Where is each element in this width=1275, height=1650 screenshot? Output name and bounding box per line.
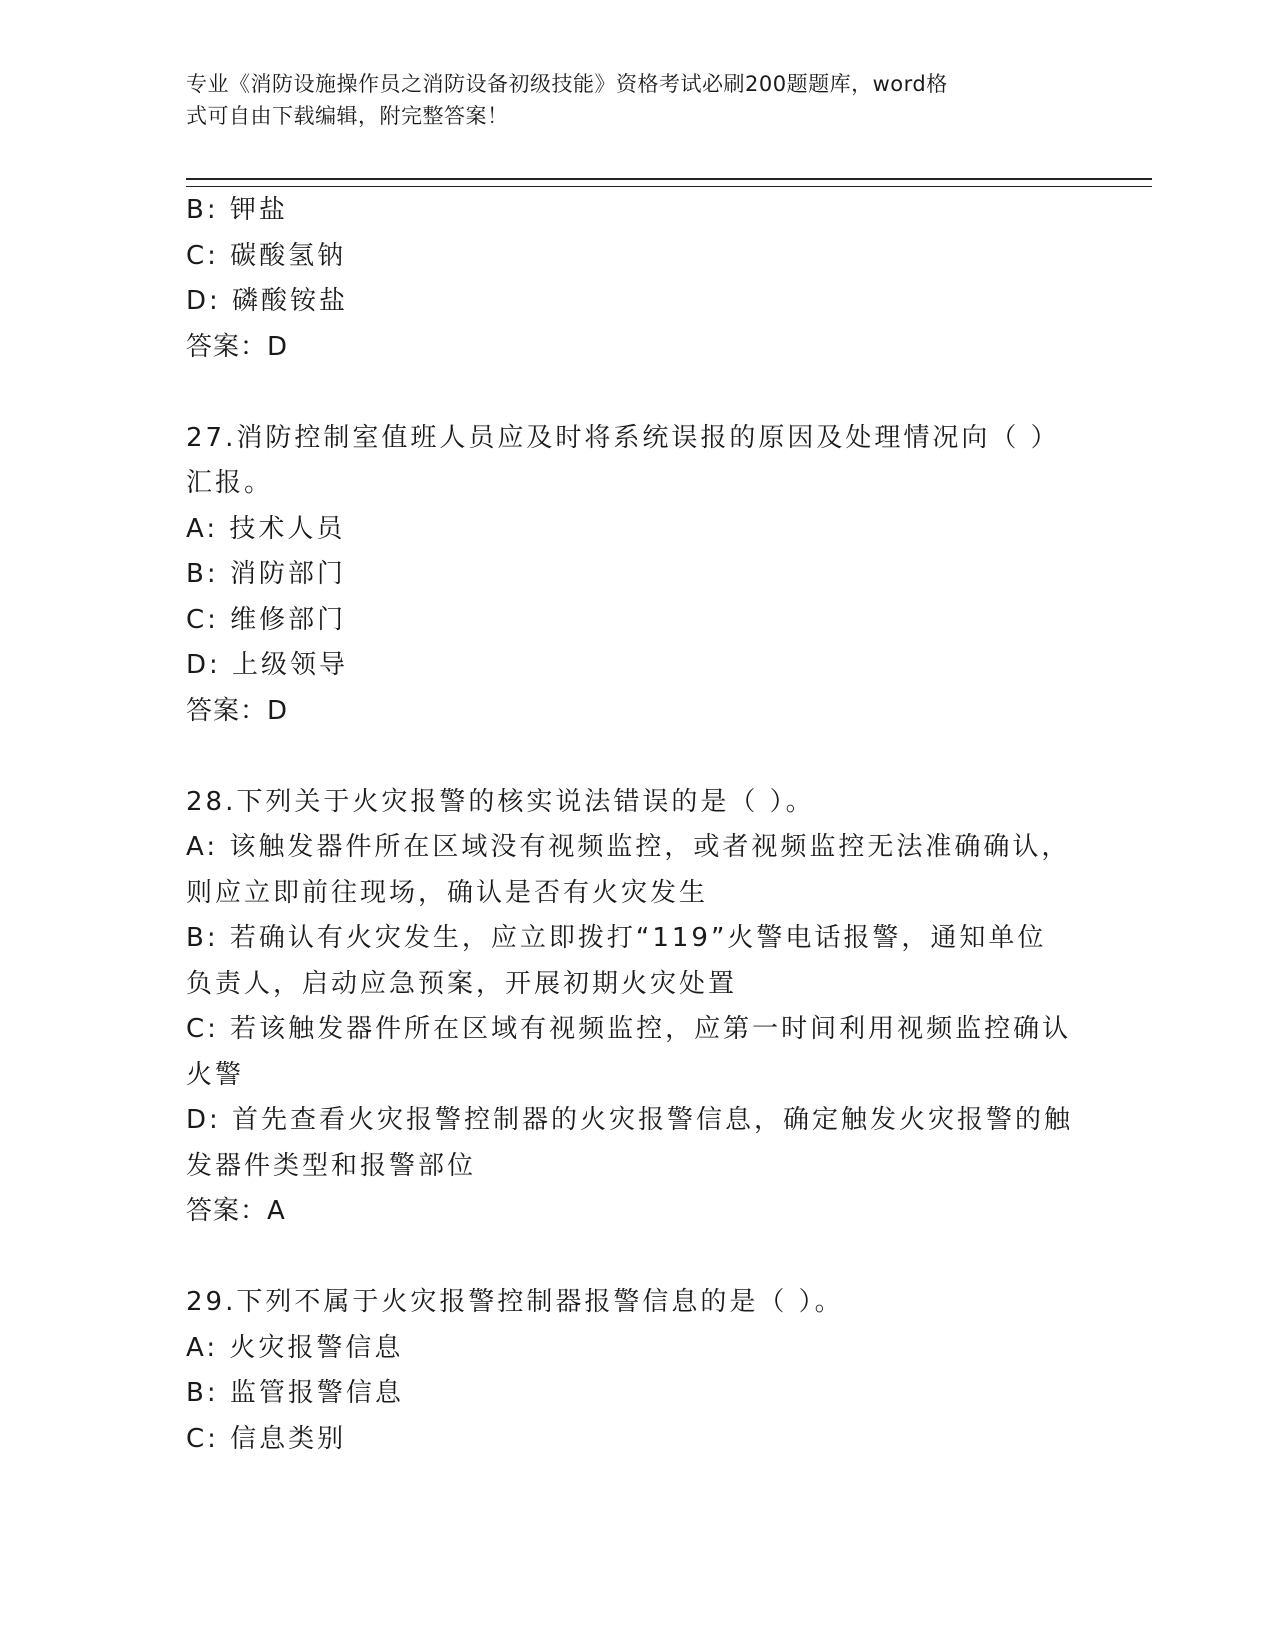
option-b: B: 消防部门 bbox=[186, 559, 346, 589]
previous-question-tail bbox=[186, 188, 1086, 370]
question-stem-continued: 汇报。 bbox=[186, 468, 274, 498]
answer-label: 答案：A bbox=[186, 1196, 286, 1226]
option-c: C: 碳酸氢钠 bbox=[186, 240, 347, 271]
question-content bbox=[186, 188, 1086, 1462]
option-a-continued: 则应立即前往现场，确认是否有火灾发生 bbox=[186, 877, 709, 908]
spacer bbox=[186, 1235, 1086, 1281]
option-a: A: 火灾报警信息 bbox=[186, 1332, 404, 1363]
option-d-continued: 发器件类型和报警部位 bbox=[186, 1150, 477, 1181]
question-29 bbox=[186, 1280, 1086, 1462]
header-title-line-2: 式可自由下载编辑，附完整答案！ bbox=[186, 104, 509, 128]
option-d: D: 磷酸铵盐 bbox=[186, 286, 349, 316]
option-c: C: 维修部门 bbox=[186, 604, 347, 635]
spacer bbox=[186, 370, 1086, 416]
option-c: C: 信息类别 bbox=[186, 1423, 347, 1454]
option-b: B: 钾盐 bbox=[186, 195, 288, 225]
document-header bbox=[186, 68, 1066, 132]
option-d: D: 首先查看火灾报警控制器的火灾报警信息，确定触发火灾报警的触 bbox=[186, 1105, 1074, 1135]
header-title-line-1: 专业《消防设施操作员之消防设备初级技能》资格考试必刷200题题库，word格 bbox=[186, 72, 948, 96]
spacer bbox=[186, 734, 1086, 780]
option-b: B: 若确认有火灾发生，应立即拨打“119”火警电话报警，通知单位 bbox=[186, 923, 1047, 953]
option-b-continued: 负责人，启动应急预案，开展初期火灾处置 bbox=[186, 968, 738, 999]
question-stem: 28.下列关于火灾报警的核实说法错误的是（ ）。 bbox=[186, 786, 815, 817]
option-a: A: 技术人员 bbox=[186, 513, 346, 544]
question-28 bbox=[186, 780, 1086, 1235]
answer-label: 答案：D bbox=[186, 331, 289, 362]
answer-label: 答案：D bbox=[186, 695, 289, 726]
question-27 bbox=[186, 416, 1086, 735]
option-c-continued: 火警 bbox=[186, 1059, 245, 1090]
option-c: C: 若该触发器件所在区域有视频监控，应第一时间利用视频监控确认 bbox=[186, 1014, 1072, 1044]
option-b: B: 监管报警信息 bbox=[186, 1378, 404, 1408]
header-divider bbox=[186, 178, 1152, 187]
question-stem: 29.下列不属于火灾报警控制器报警信息的是（ ）。 bbox=[186, 1287, 844, 1317]
option-d: D: 上级领导 bbox=[186, 650, 349, 680]
question-stem: 27.消防控制室值班人员应及时将系统误报的原因及处理情况向（ ） bbox=[186, 422, 1060, 453]
option-a: A: 该触发器件所在区域没有视频监控，或者视频监控无法准确确认， bbox=[186, 832, 1071, 862]
